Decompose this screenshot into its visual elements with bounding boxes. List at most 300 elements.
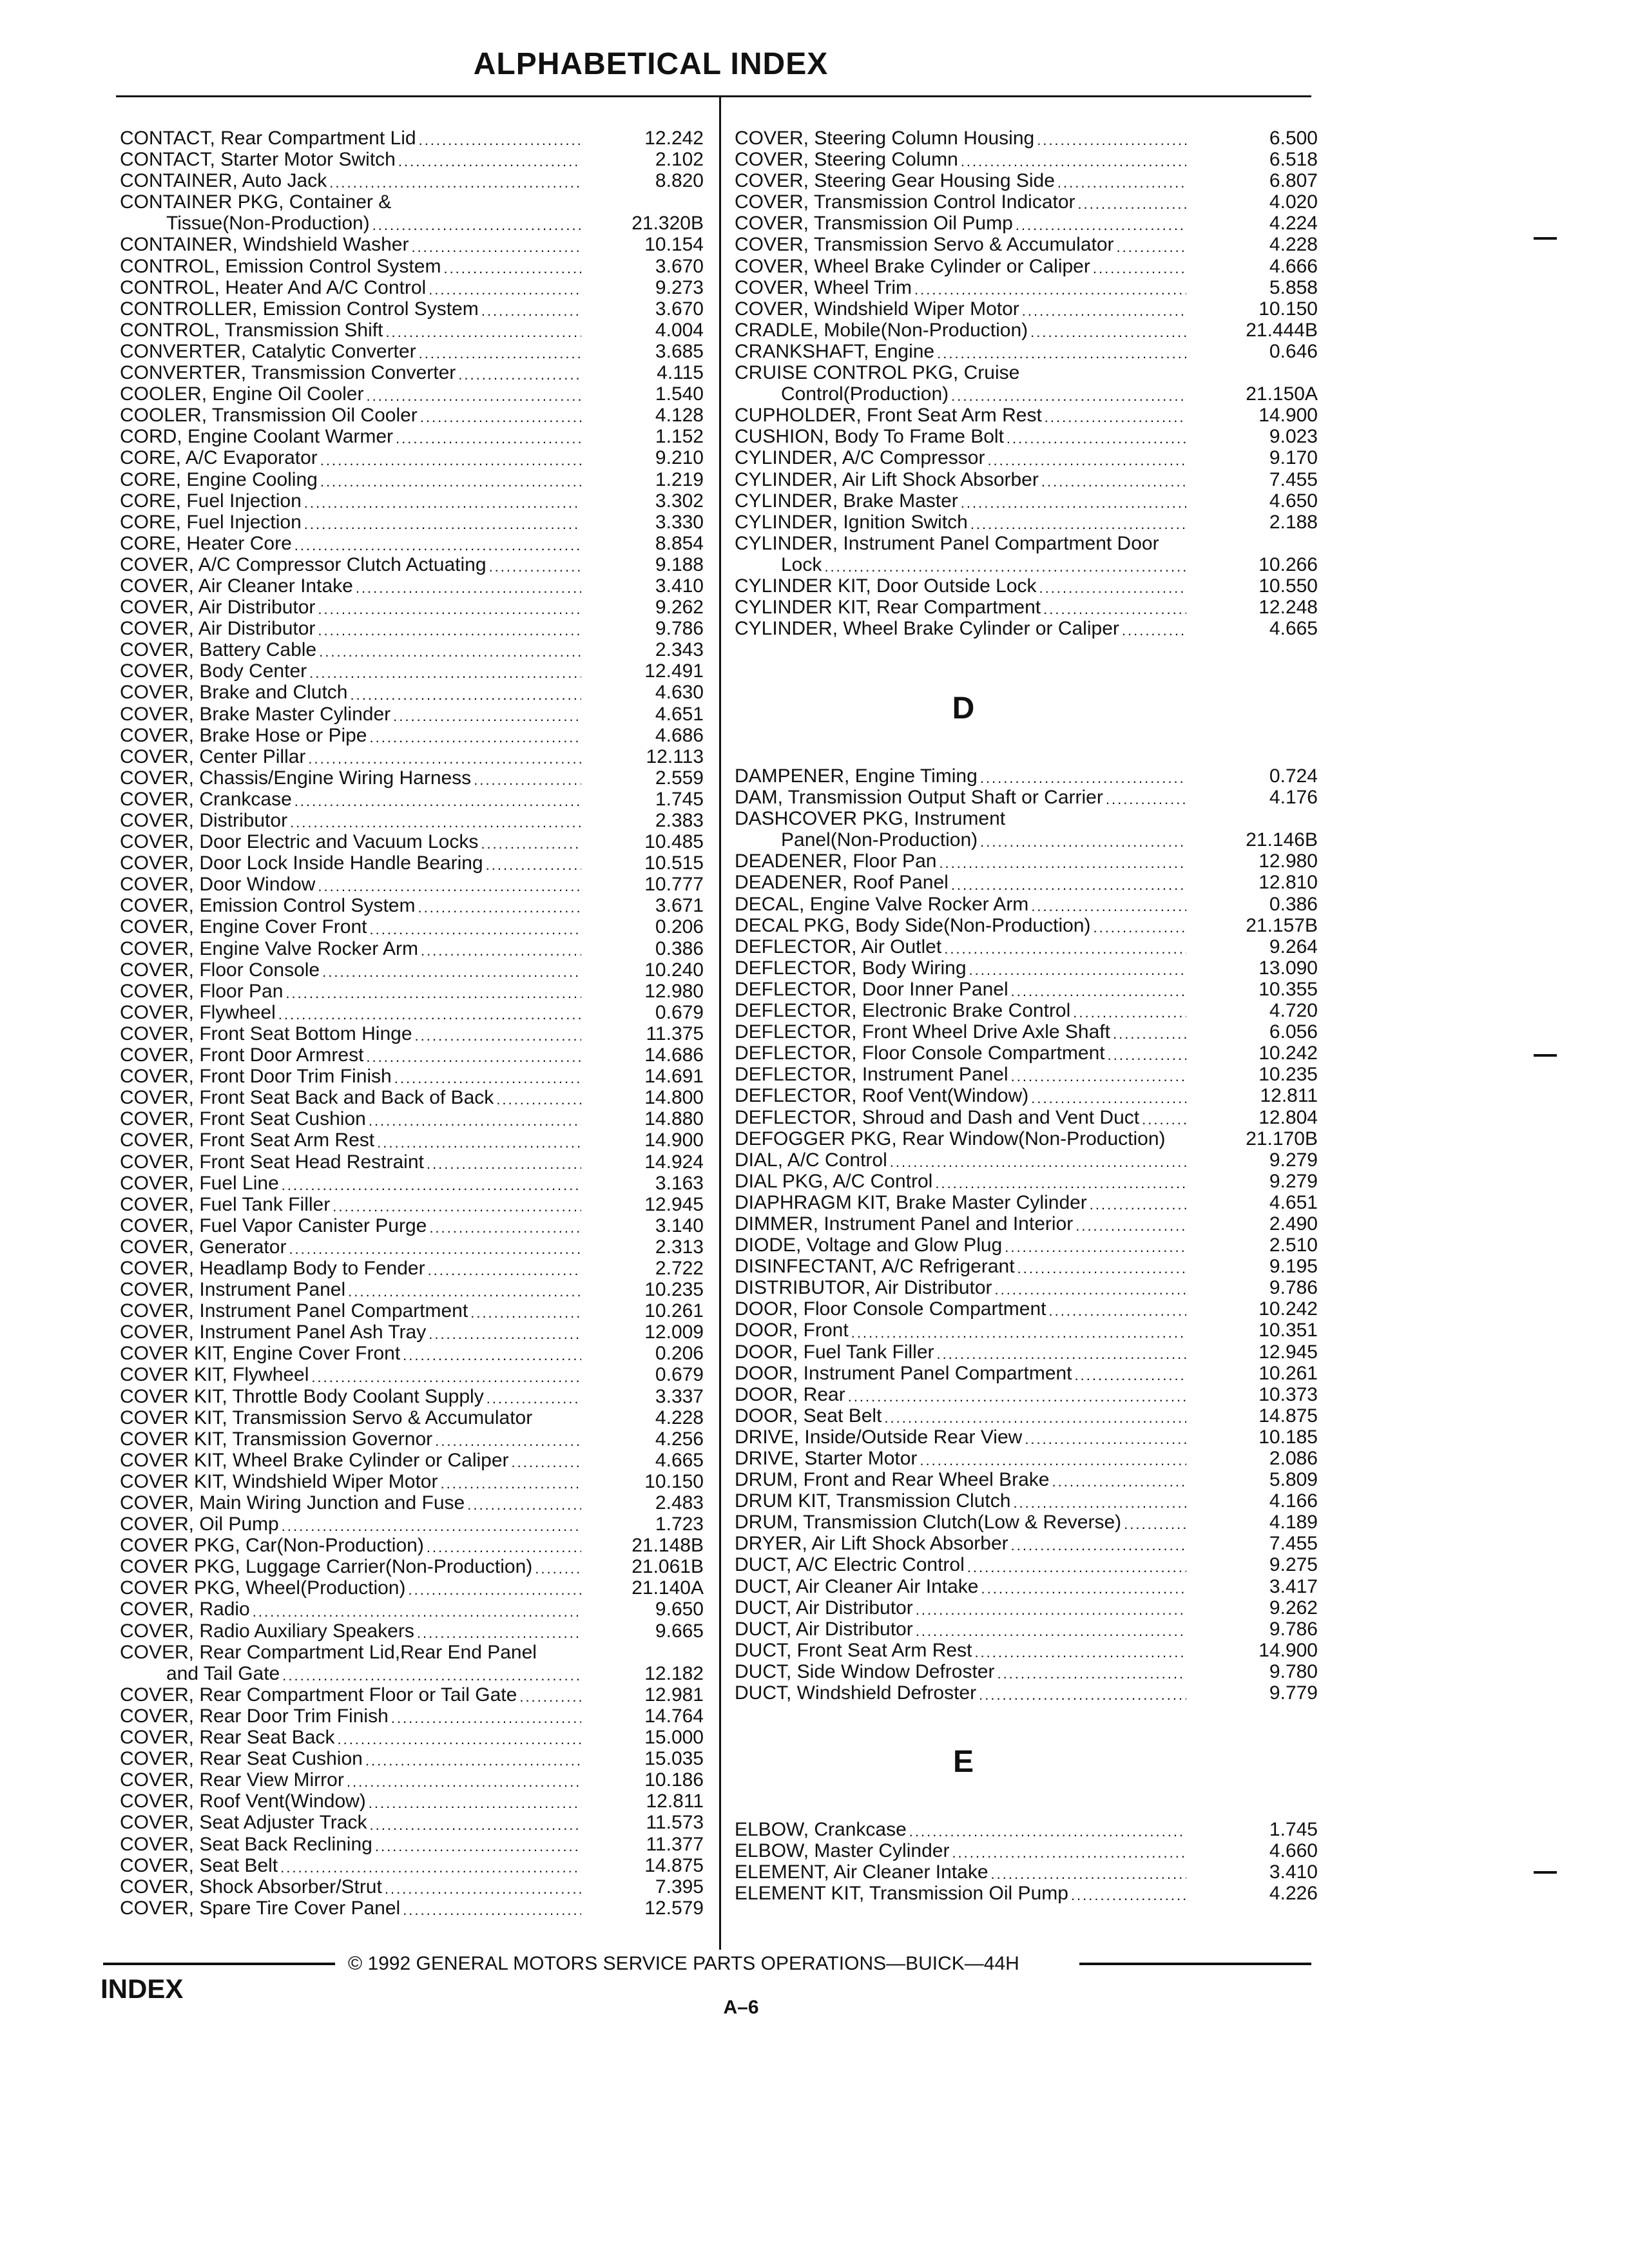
dot-leader <box>322 959 581 981</box>
index-entry-row <box>120 1556 708 1577</box>
dot-leader <box>1090 1192 1186 1213</box>
index-entry-row <box>120 490 708 512</box>
index-entry-row <box>735 191 1321 213</box>
index-entry-row <box>120 1279 708 1300</box>
index-entry-name: COVER, Seat Belt <box>120 1854 278 1876</box>
index-page-number: 0.646 <box>1269 340 1318 362</box>
index-entry-name: COVER PKG, Luggage Carrier(Non-Production) <box>120 1556 533 1578</box>
index-entry-row <box>120 1684 708 1706</box>
dot-leader <box>951 872 1186 893</box>
dot-leader <box>311 1364 581 1385</box>
index-entry-row <box>120 789 708 810</box>
index-page-number: 10.242 <box>1258 1298 1318 1320</box>
dot-leader <box>890 1149 1186 1171</box>
dot-leader <box>290 810 581 831</box>
index-entry-name: COVER, Generator <box>120 1236 287 1258</box>
index-page-number: 3.417 <box>1269 1575 1318 1597</box>
dot-leader <box>304 490 581 512</box>
dot-leader <box>1106 787 1186 808</box>
index-page-number: 0.206 <box>655 916 704 938</box>
dot-leader <box>969 957 1186 979</box>
dot-leader <box>920 1448 1186 1469</box>
index-page-number: 14.875 <box>1258 1405 1318 1427</box>
dot-leader <box>356 575 581 597</box>
index-entry-row <box>120 981 708 1002</box>
index-entry-name: COVER, Distributor <box>120 810 288 831</box>
index-entry-name: COVER, Shock Absorber/Strut <box>120 1876 382 1898</box>
index-page-number: 9.264 <box>1269 936 1318 957</box>
index-entry-name: COVER KIT, Windshield Wiper Motor <box>120 1470 438 1492</box>
index-entry-name: COVER, Transmission Servo & Accumulator <box>735 234 1114 256</box>
index-entry-name: COVER KIT, Transmission Governor <box>120 1428 433 1450</box>
index-entry-row <box>120 320 708 341</box>
index-entry-row <box>120 170 708 191</box>
index-page-number: 12.810 <box>1258 872 1318 894</box>
index-entry-name: COVER, Seat Back Reclining <box>120 1833 372 1855</box>
index-page-number: 4.115 <box>657 362 704 384</box>
index-entry-name: DIAL, A/C Control <box>735 1149 887 1171</box>
index-page-number: 1.745 <box>655 788 704 810</box>
index-entry-row <box>120 1023 708 1044</box>
index-entry-row <box>120 1706 708 1727</box>
index-entry-name: DEFLECTOR, Floor Console Compartment <box>735 1043 1105 1064</box>
index-page-number <box>1208 808 1318 829</box>
dot-leader <box>429 1321 581 1343</box>
index-entry-name: ELBOW, Crankcase <box>735 1819 907 1840</box>
index-entry-name: COVER, Transmission Control Indicator <box>735 191 1075 213</box>
index-entry-row <box>735 298 1321 320</box>
index-entry-name: COVER, Wheel Brake Cylinder or Caliper <box>735 255 1090 277</box>
dot-leader <box>294 533 581 554</box>
index-entry-name: DRUM, Transmission Clutch(Low & Reverse) <box>735 1512 1122 1533</box>
index-page-number: 10.242 <box>1258 1043 1318 1064</box>
dot-leader <box>440 1471 581 1492</box>
index-page-number: 9.786 <box>1269 1277 1318 1299</box>
index-entry-name: DOOR, Seat Belt <box>735 1405 882 1427</box>
index-entry-row <box>735 1554 1321 1575</box>
index-page-number: 9.779 <box>1269 1682 1318 1704</box>
index-page-number: 21.140A <box>631 1577 704 1599</box>
index-page-number: 10.150 <box>644 1470 704 1492</box>
index-entry-row <box>120 298 708 320</box>
index-entry-name: DOOR, Instrument Panel Compartment <box>735 1362 1072 1384</box>
index-entry-name: CYLINDER, Wheel Brake Cylinder or Caliper <box>735 618 1119 640</box>
index-page-number: 0.679 <box>655 1364 704 1386</box>
index-page-number: 13.090 <box>1258 957 1318 979</box>
index-entry-name: CYLINDER KIT, Rear Compartment <box>735 597 1041 619</box>
dot-leader <box>1007 426 1186 447</box>
dot-leader <box>519 1684 581 1706</box>
index-entry-name: COVER, Emission Control System <box>120 895 416 917</box>
index-entry-name: DUCT, Front Seat Arm Rest <box>735 1639 972 1661</box>
dot-leader <box>1011 1533 1186 1554</box>
index-entry-name: COVER PKG, Car(Non-Production) <box>120 1535 424 1557</box>
margin-tick-mark <box>1534 1054 1557 1057</box>
index-page-number: 4.650 <box>1269 490 1318 512</box>
title-rule <box>116 95 1311 97</box>
index-page-number: 3.671 <box>655 895 704 917</box>
dot-leader <box>398 149 581 170</box>
index-entry-row <box>735 1640 1321 1661</box>
index-entry-name: CRADLE, Mobile(Non-Production) <box>735 319 1028 341</box>
index-entry-name: COVER, Fuel Line <box>120 1172 279 1194</box>
index-entry-name: COVER, Battery Cable <box>120 639 317 661</box>
index-page-number: 21.150A <box>1246 383 1318 405</box>
index-entry-name: COVER, Rear Seat Back <box>120 1727 335 1749</box>
index-entry-name: DEFLECTOR, Roof Vent(Window) <box>735 1085 1029 1107</box>
index-entry-row <box>120 725 708 746</box>
index-page-number: 9.279 <box>1269 1149 1318 1171</box>
index-entry-name: COVER, Flywheel <box>120 1001 276 1023</box>
dot-leader <box>937 341 1186 362</box>
index-entry-row <box>735 1427 1321 1448</box>
index-page-number: 2.086 <box>1269 1448 1318 1469</box>
index-page-number: 3.670 <box>655 255 704 277</box>
index-entry-name: DEFLECTOR, Front Wheel Drive Axle Shaft <box>735 1021 1110 1043</box>
index-page-number: 14.764 <box>644 1705 704 1727</box>
index-entry-name: COVER, Front Seat Arm Rest <box>120 1129 375 1151</box>
index-entry-name: DECAL PKG, Body Side(Non-Production) <box>735 914 1091 936</box>
index-entry-name: DOOR, Fuel Tank Filler <box>735 1341 934 1363</box>
index-entry-row <box>120 916 708 937</box>
index-page-number: 3.330 <box>655 511 704 533</box>
index-entry-name: DOOR, Rear <box>735 1383 845 1405</box>
dot-leader <box>1031 1085 1186 1106</box>
index-entry-row <box>120 1321 708 1343</box>
dot-leader <box>1142 1107 1186 1128</box>
dot-leader <box>309 660 581 682</box>
dot-leader <box>350 682 581 703</box>
index-entry-row <box>120 383 708 405</box>
index-entry-row <box>120 704 708 725</box>
index-entry-name: DUCT, Windshield Defroster <box>735 1682 977 1704</box>
dot-leader <box>282 1663 581 1684</box>
dot-leader <box>369 916 581 937</box>
index-entry-row <box>120 447 708 468</box>
index-entry-row <box>120 831 708 852</box>
index-entry-name: CYLINDER, Air Lift Shock Absorber <box>735 468 1039 490</box>
index-entry-name: COVER, Air Distributor <box>120 597 316 619</box>
index-page-number: 12.945 <box>644 1193 704 1215</box>
index-page-number: 1.723 <box>655 1514 704 1535</box>
dot-leader <box>1049 1298 1187 1320</box>
index-entry-row <box>120 149 708 170</box>
index-page-number: 9.650 <box>655 1599 704 1620</box>
index-page-number: 10.240 <box>644 959 704 981</box>
dot-leader <box>1030 320 1186 341</box>
index-page-number: 14.924 <box>644 1151 704 1173</box>
index-page-number: 12.113 <box>646 745 704 767</box>
index-entry-row <box>735 1064 1321 1085</box>
dot-leader <box>282 1173 581 1194</box>
dot-leader <box>914 277 1186 298</box>
index-entry-name: COVER PKG, Wheel(Production) <box>120 1577 406 1599</box>
index-entry-name: COVER, Door Window <box>120 874 316 896</box>
index-entry-name: CYLINDER, Ignition Switch <box>735 511 968 533</box>
index-entry-name: CYLINDER, Brake Master <box>735 490 958 512</box>
index-entry-name: CONTROL, Transmission Shift <box>120 319 383 341</box>
margin-tick-mark <box>1534 237 1557 240</box>
dot-leader <box>419 341 581 362</box>
index-entry-row <box>735 405 1321 426</box>
dot-leader <box>385 1876 581 1898</box>
index-entry-row <box>735 872 1321 893</box>
index-page-number: 14.900 <box>1258 405 1318 427</box>
dot-leader <box>487 1386 581 1407</box>
right-index-column <box>735 128 1321 1905</box>
index-page-number: 4.666 <box>1269 255 1318 277</box>
dot-leader <box>474 767 581 789</box>
dot-leader <box>403 1898 581 1919</box>
index-entry-name: DRIVE, Starter Motor <box>735 1448 918 1469</box>
dot-leader <box>1057 170 1186 191</box>
index-entry-name: DEFLECTOR, Electronic Brake Control <box>735 1000 1071 1022</box>
index-entry-row <box>735 213 1321 234</box>
index-entry-row <box>735 1192 1321 1213</box>
index-entry-row <box>735 957 1321 979</box>
index-page-number: 9.665 <box>655 1620 704 1642</box>
dot-leader <box>377 1129 581 1151</box>
index-entry-row <box>120 405 708 426</box>
dot-leader <box>1031 894 1186 915</box>
index-entry-row <box>735 170 1321 191</box>
index-entry-row <box>735 1861 1321 1883</box>
index-page-number: 14.900 <box>644 1129 704 1151</box>
index-page-number: 6.500 <box>1269 128 1318 149</box>
index-entry-name: COVER KIT, Wheel Brake Cylinder or Caliper <box>120 1449 509 1471</box>
index-page-number: 4.020 <box>1269 191 1318 213</box>
index-entry-row <box>735 490 1321 512</box>
index-entry-name: COVER, Radio <box>120 1599 250 1620</box>
dot-leader <box>467 1492 581 1514</box>
dot-leader <box>369 1791 581 1812</box>
dot-leader <box>851 1320 1186 1341</box>
index-entry-row <box>120 597 708 618</box>
index-page-number: 11.375 <box>646 1023 704 1044</box>
dot-leader <box>884 1405 1186 1427</box>
index-page-number: 12.945 <box>1258 1341 1318 1363</box>
index-page-number: 4.651 <box>655 703 704 725</box>
dot-leader <box>1037 128 1186 149</box>
dot-leader <box>981 1576 1186 1597</box>
index-page-number: 10.185 <box>1258 1426 1318 1448</box>
index-entry-row <box>120 1407 708 1428</box>
index-page-number: 10.777 <box>644 874 704 896</box>
index-page-number: 6.807 <box>1269 170 1318 192</box>
dot-leader <box>282 1514 581 1535</box>
dot-leader <box>318 618 581 639</box>
dot-leader <box>1124 1512 1186 1533</box>
index-page-number: 0.724 <box>1269 765 1318 787</box>
index-page-number: 10.266 <box>1258 553 1318 575</box>
dot-leader <box>427 1535 581 1556</box>
index-entry-name: DAMPENER, Engine Timing <box>735 765 978 787</box>
index-entry-row <box>735 362 1321 383</box>
index-page-number: 14.900 <box>1258 1639 1318 1661</box>
dot-leader <box>1005 1235 1186 1256</box>
index-page-number: 10.373 <box>1258 1383 1318 1405</box>
index-page-number: 2.313 <box>655 1236 704 1258</box>
index-entry-name: COOLER, Engine Oil Cooler <box>120 383 364 405</box>
index-entry-name: CORE, Heater Core <box>120 532 292 554</box>
index-entry-row <box>120 1855 708 1876</box>
index-page-number: 14.875 <box>644 1854 704 1876</box>
index-entry-row <box>735 787 1321 808</box>
index-page-number: 11.377 <box>646 1833 704 1855</box>
footer-rule-right <box>1079 1963 1311 1965</box>
index-entry-name: COVER, Transmission Oil Pump <box>735 213 1013 235</box>
index-entry-name: COVER, Fuel Vapor Canister Purge <box>120 1215 427 1236</box>
index-entry-row <box>120 277 708 298</box>
index-entry-name: DUCT, Air Cleaner Air Intake <box>735 1575 979 1597</box>
index-page-number: 14.691 <box>644 1066 704 1088</box>
dot-leader <box>285 981 581 1002</box>
index-page-number: 10.515 <box>644 852 704 874</box>
index-page-number: 21.320B <box>631 213 704 235</box>
index-entry-row <box>120 1876 708 1898</box>
index-entry-name: DUCT, Air Distributor <box>735 1618 913 1640</box>
index-entry-row <box>735 1298 1321 1320</box>
index-entry-row <box>735 277 1321 298</box>
dot-leader <box>1075 1213 1186 1235</box>
index-entry-row <box>735 512 1321 533</box>
index-entry-name: COVER, Instrument Panel Compartment <box>120 1300 468 1322</box>
index-entry-row <box>735 1883 1321 1904</box>
index-entry-row <box>735 1107 1321 1128</box>
index-entry-name: DEFLECTOR, Door Inner Panel <box>735 978 1008 1000</box>
index-entry-row <box>120 959 708 981</box>
index-entry-row <box>735 1256 1321 1277</box>
index-page-number: 15.035 <box>644 1748 704 1770</box>
page-title: ALPHABETICAL INDEX <box>473 47 829 81</box>
index-entry-row <box>735 936 1321 957</box>
dot-leader <box>1017 1256 1186 1277</box>
dot-leader <box>1043 597 1186 618</box>
index-entry-row <box>735 149 1321 170</box>
dot-leader <box>366 1044 581 1066</box>
index-entry-name: DIAPHRAGM KIT, Brake Master Cylinder <box>735 1191 1087 1213</box>
index-entry-name: COVER, Rear Door Trim Finish <box>120 1705 389 1727</box>
dot-leader <box>1093 915 1186 936</box>
index-entry-name: COVER, Rear Compartment Lid,Rear End Panel <box>120 1641 537 1663</box>
index-entry-row <box>120 1834 708 1855</box>
index-page-number: 11.573 <box>646 1812 704 1834</box>
index-page-number: 7.455 <box>1269 1533 1318 1555</box>
index-entry-name: CORE, A/C Evaporator <box>120 447 318 469</box>
index-entry-row <box>735 765 1321 787</box>
index-entry-name: CYLINDER KIT, Door Outside Lock <box>735 575 1037 597</box>
dot-leader <box>304 512 581 533</box>
index-entry-name: CUSHION, Body To Frame Bolt <box>735 426 1004 448</box>
dot-leader <box>1013 1490 1186 1512</box>
index-page-number: 2.510 <box>1269 1235 1318 1256</box>
index-page-number: 12.804 <box>1258 1106 1318 1128</box>
index-page-number: 21.170B <box>1246 1128 1318 1149</box>
index-entry-name: DEFLECTOR, Instrument Panel <box>735 1064 1008 1086</box>
dot-leader <box>369 1108 581 1129</box>
index-entry-name: COVER, Radio Auxiliary Speakers <box>120 1620 414 1642</box>
index-entry-name: Control(Production) <box>781 383 949 405</box>
index-entry-name: DEFOGGER PKG, Rear Window(Non-Production) <box>735 1128 1166 1149</box>
index-entry-row <box>735 533 1321 554</box>
dot-leader <box>952 1840 1186 1861</box>
dot-leader <box>308 746 581 767</box>
index-entry-row <box>120 1364 708 1385</box>
dot-leader <box>420 405 581 426</box>
index-page-number: 5.809 <box>1269 1469 1318 1491</box>
index-entry-name: COVER, Door Electric and Vacuum Locks <box>120 831 479 853</box>
dot-leader <box>1039 575 1186 597</box>
index-page-number: 0.386 <box>655 937 704 959</box>
index-entry-name: DEFLECTOR, Shroud and Dash and Vent Duct <box>735 1106 1140 1128</box>
index-entry-name: DEFLECTOR, Air Outlet <box>735 936 942 957</box>
dot-leader <box>1071 1883 1186 1904</box>
index-entry-name: DRUM, Front and Rear Wheel Brake <box>735 1469 1050 1491</box>
index-entry-name: DISTRIBUTOR, Air Distributor <box>735 1277 992 1299</box>
index-page-number: 12.242 <box>644 128 704 149</box>
index-page-number <box>1208 362 1318 383</box>
index-entry-row <box>120 1748 708 1769</box>
dot-leader <box>369 1812 581 1833</box>
index-page-number: 4.226 <box>1269 1883 1318 1905</box>
index-entry-name: COVER, Front Seat Cushion <box>120 1108 366 1130</box>
index-page-number <box>594 1642 704 1663</box>
index-entry-row <box>735 1597 1321 1619</box>
index-entry-name: Lock <box>781 553 822 575</box>
index-entry-row <box>120 362 708 383</box>
index-entry-name: COVER, Rear Seat Cushion <box>120 1748 363 1770</box>
index-entry-row <box>120 512 708 533</box>
dot-leader <box>961 490 1186 512</box>
dot-leader <box>320 469 581 490</box>
index-page-number: 10.261 <box>644 1300 704 1322</box>
index-page-number: 21.444B <box>1246 319 1318 341</box>
index-page-number: 4.256 <box>655 1428 704 1450</box>
index-entry-row <box>735 1619 1321 1640</box>
index-entry-row <box>120 1492 708 1514</box>
index-page-number: 2.490 <box>1269 1213 1318 1235</box>
index-entry-name: CONTAINER PKG, Container & <box>120 191 392 213</box>
dot-leader <box>1075 1363 1186 1384</box>
index-page-number: 4.651 <box>1269 1191 1318 1213</box>
index-entry-name: COVER, A/C Compressor Clutch Actuating <box>120 553 487 575</box>
index-entry-row <box>120 1599 708 1620</box>
dot-leader <box>1078 191 1186 213</box>
dot-leader <box>1113 1021 1186 1043</box>
index-page-number: 4.004 <box>655 319 704 341</box>
index-entry-name: DRIVE, Inside/Outside Rear View <box>735 1426 1023 1448</box>
index-page-number: 9.273 <box>655 276 704 298</box>
dot-leader <box>1011 979 1186 1000</box>
index-entry-name: CONTAINER, Auto Jack <box>120 170 327 192</box>
index-entry-row <box>120 1343 708 1364</box>
index-page-number: 9.780 <box>1269 1660 1318 1682</box>
index-page-number: 1.745 <box>1269 1819 1318 1840</box>
index-page-number: 15.000 <box>644 1727 704 1749</box>
index-page-number: 2.343 <box>655 639 704 661</box>
index-entry-row <box>735 1149 1321 1171</box>
dot-leader <box>1108 1043 1186 1064</box>
dot-leader <box>347 1769 581 1791</box>
index-page-number: 2.102 <box>655 149 704 171</box>
index-entry-name: COVER, Body Center <box>120 660 307 682</box>
index-entry-row <box>120 1194 708 1215</box>
dot-leader <box>289 1236 581 1258</box>
index-page-number: 9.170 <box>1269 447 1318 469</box>
index-entry-row <box>120 1620 708 1642</box>
index-entry-row <box>120 767 708 789</box>
index-entry-name: CORD, Engine Coolant Warmer <box>120 426 394 448</box>
